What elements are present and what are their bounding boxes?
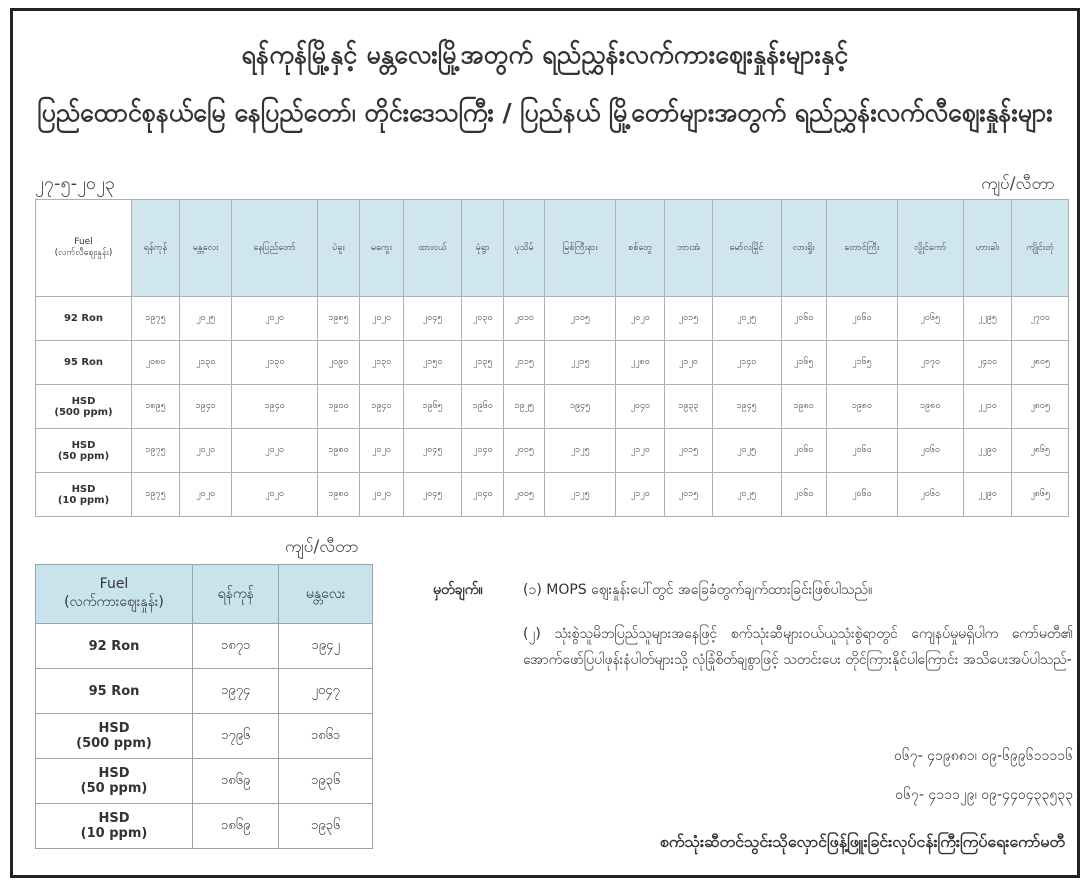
wholesale-header-row bbox=[36, 565, 373, 624]
price-cell: ၁၈၆၁ bbox=[279, 714, 373, 759]
price-cell: ၁၉၄၅ bbox=[545, 385, 616, 429]
wholesale-city-header: မန္တလေး bbox=[279, 565, 373, 624]
announcement-frame bbox=[10, 8, 1080, 878]
price-cell: ၁၉၄၀ bbox=[360, 385, 404, 429]
price-cell: ၂၂၈၀ bbox=[616, 341, 665, 385]
price-cell: ၁၇၉၆ bbox=[193, 714, 279, 759]
retail-city-header: ပဲခူး bbox=[317, 200, 359, 297]
price-cell: ၂၀၆၀ bbox=[781, 473, 826, 517]
price-cell: ၂၈၆၅ bbox=[1012, 429, 1069, 473]
price-cell: ၂၀၄၅ bbox=[403, 429, 461, 473]
price-cell: ၂၀၂၅ bbox=[180, 297, 232, 341]
retail-city-header: မုံရွာ bbox=[462, 200, 504, 297]
retail-city-header: လားရှိုး bbox=[781, 200, 826, 297]
fuel-type-cell: 95 Ron bbox=[36, 669, 193, 714]
retail-city-header: မန္တလေး bbox=[180, 200, 232, 297]
price-cell: ၂၂၉၅ bbox=[963, 297, 1012, 341]
retail-table-row bbox=[36, 297, 1069, 341]
price-cell: ၁၈၆၉ bbox=[193, 804, 279, 849]
price-cell: ၂၀၂၀ bbox=[360, 473, 404, 517]
retail-fuel-header: Fuel (လက်လီဈေးနှုန်း) bbox=[36, 200, 132, 297]
price-cell: ၁၉၄၅ bbox=[712, 385, 781, 429]
price-cell: ၂၀၂၀ bbox=[232, 429, 318, 473]
price-cell: ၂၁၂၀ bbox=[616, 429, 665, 473]
fuel-type-cell: 92 Ron bbox=[36, 297, 132, 341]
price-cell: ၂၀၆၀ bbox=[826, 297, 897, 341]
fuel-type-cell: HSD (50 ppm) bbox=[36, 759, 193, 804]
note-1: (၁) MOPS ဈေးနှုန်းပေါ်တွင် အခြေခံတွက်ချက်ထားခြင်းဖြစ်ပါသည်။ bbox=[523, 582, 873, 598]
notes-heading: မှတ်ချက်။ bbox=[433, 582, 483, 598]
retail-city-header: တောင်ကြီး bbox=[826, 200, 897, 297]
wholesale-table-row bbox=[36, 669, 373, 714]
note-2: (၂) သုံးစွဲသူမိဘပြည်သူများအနေဖြင့် စက်သုံးဆီများဝယ်ယူသုံးစွဲရာတွင် ကျေနပ်မှုမရှိပါက ကော်မတီ၏ အောက်ဖော်ပြပါဖုန်းနံပါတ်များသို့ လုံခြုံစိတ်ချစွာဖြင့် သတင်းပေး တိုင်ကြားနိုင်ပါကြောင်း အသိပေးအပ်ပါသည်- bbox=[523, 626, 1073, 668]
fuel-type-cell: HSD (10 ppm) bbox=[36, 804, 193, 849]
price-cell: ၂၀၂၅ bbox=[712, 429, 781, 473]
price-cell: ၂၀၆၀ bbox=[897, 473, 963, 517]
fuel-type-cell: HSD (50 ppm) bbox=[36, 429, 132, 473]
price-cell: ၁၉၈၀ bbox=[317, 473, 359, 517]
retail-unit-label: ကျပ်/လီတာ bbox=[981, 174, 1055, 194]
price-cell: ၂၀၄၀ bbox=[616, 385, 665, 429]
wholesale-table-body bbox=[36, 624, 373, 849]
price-cell: ၂၀၁၀ bbox=[504, 297, 545, 341]
price-cell: ၁၉၀၀ bbox=[317, 385, 359, 429]
wholesale-fuel-header: Fuel (လက်ကားဈေးနှုန်း) bbox=[36, 565, 193, 624]
retail-city-header: စစ်တွေ bbox=[616, 200, 665, 297]
fuel-type-cell: HSD (500 ppm) bbox=[36, 714, 193, 759]
price-cell: ၂၀၃၀ bbox=[462, 297, 504, 341]
price-cell: ၂၁၃၀ bbox=[180, 341, 232, 385]
price-cell: ၁၉၈၀ bbox=[317, 429, 359, 473]
price-cell: ၁၉၇၅ bbox=[132, 297, 180, 341]
price-cell: ၂၀၄၅ bbox=[403, 297, 461, 341]
phone-numbers-1: ၀၆၇- ၄၁၉၈၈၁၊ ၀၉-၆၉၉၆၁၁၁၁၆ bbox=[894, 748, 1073, 764]
price-cell: ၁၉၈၀ bbox=[897, 385, 963, 429]
wholesale-table-row bbox=[36, 714, 373, 759]
phone-numbers-2: ၀၆၇- ၄၁၁၁၂၉၊ ၀၉-၄၄၀၄၃၃၅၃၃ bbox=[895, 787, 1073, 803]
price-cell: ၂၀၂၀ bbox=[180, 473, 232, 517]
price-cell: ၂၄၀၀ bbox=[963, 341, 1012, 385]
price-cell: ၂၁၄၀ bbox=[712, 341, 781, 385]
retail-city-header: လွိုင်ကော် bbox=[897, 200, 963, 297]
price-cell: ၁၈၉၅ bbox=[132, 385, 180, 429]
retail-city-header: မော်လမြိုင် bbox=[712, 200, 781, 297]
price-cell: ၂၈၆၅ bbox=[1012, 473, 1069, 517]
price-cell: ၂၁၂၅ bbox=[545, 473, 616, 517]
price-cell: ၂၀၉၀ bbox=[317, 341, 359, 385]
price-cell: ၂၀၂၀ bbox=[360, 297, 404, 341]
price-cell: ၂၁၃၀ bbox=[232, 341, 318, 385]
retail-city-header: မြစ်ကြီးနား bbox=[545, 200, 616, 297]
price-cell: ၂၁၂၅ bbox=[545, 429, 616, 473]
price-cell: ၂၂၁၀ bbox=[963, 385, 1012, 429]
retail-table-row bbox=[36, 473, 1069, 517]
retail-city-header: ဟားခါး bbox=[963, 200, 1012, 297]
price-cell: ၂၁၂၀ bbox=[616, 473, 665, 517]
price-cell: ၂၀၆၀ bbox=[781, 429, 826, 473]
price-cell: ၂၀၁၅ bbox=[665, 473, 712, 517]
announcement-date: ၂၇-၅-၂၀၂၃ bbox=[35, 173, 116, 194]
price-cell: ၂၀၈၀ bbox=[132, 341, 180, 385]
issuing-committee: စက်သုံးဆီတင်သွင်းသိုလှောင်ဖြန့်ဖြူးခြင်းလုပ်ငန်းကြီးကြပ်ရေးကော်မတီ bbox=[659, 832, 1065, 851]
retail-table-body bbox=[36, 297, 1069, 517]
price-cell: ၂၁၇၀ bbox=[897, 341, 963, 385]
price-cell: ၁၉၇၅ bbox=[132, 429, 180, 473]
price-cell: ၁၈၆၉ bbox=[193, 759, 279, 804]
price-cell: ၂၁၅၀ bbox=[403, 341, 461, 385]
price-cell: ၁၉၈၀ bbox=[781, 385, 826, 429]
price-cell: ၂၀၂၀ bbox=[616, 297, 665, 341]
price-cell: ၂၀၄၇ bbox=[279, 669, 373, 714]
price-cell: ၂၀၂၀ bbox=[232, 297, 318, 341]
price-cell: ၁၉၃၃ bbox=[665, 385, 712, 429]
wholesale-unit-label: ကျပ်/လီတာ bbox=[285, 537, 359, 557]
wholesale-city-header: ရန်ကုန် bbox=[193, 565, 279, 624]
price-cell: ၂၁၃၅ bbox=[462, 341, 504, 385]
fuel-type-cell: 95 Ron bbox=[36, 341, 132, 385]
title-line-1: ရန်ကုန်မြို့နှင့် မန္တလေးမြို့အတွက် ရည်ညွှန်းလက်ကားဈေးနှုန်းများနှင့် bbox=[241, 40, 849, 69]
fuel-type-cell: HSD (500 ppm) bbox=[36, 385, 132, 429]
price-cell: ၂၁၆၅ bbox=[781, 341, 826, 385]
price-cell: ၂၀၆၀ bbox=[781, 297, 826, 341]
price-cell: ၂၀၆၀ bbox=[826, 473, 897, 517]
price-cell: ၂၁၁၅ bbox=[504, 341, 545, 385]
retail-city-header: ကျိုင်းတုံ bbox=[1012, 200, 1069, 297]
price-cell: ၂၀၆၅ bbox=[897, 297, 963, 341]
price-cell: ၂၂၉၀ bbox=[963, 429, 1012, 473]
wholesale-price-table bbox=[35, 564, 373, 849]
price-cell: ၂၁၆၅ bbox=[826, 341, 897, 385]
price-cell: ၂၀၂၅ bbox=[712, 297, 781, 341]
price-cell: ၂၀၂၀ bbox=[232, 473, 318, 517]
price-cell: ၂၈၀၅ bbox=[1012, 341, 1069, 385]
price-cell: ၂၀၁၅ bbox=[665, 429, 712, 473]
price-cell: ၂၂၁၅ bbox=[545, 341, 616, 385]
price-cell: ၂၀၂၅ bbox=[712, 473, 781, 517]
price-cell: ၁၉၆၅ bbox=[403, 385, 461, 429]
price-cell: ၂၈၀၅ bbox=[1012, 385, 1069, 429]
retail-price-table bbox=[35, 199, 1069, 517]
price-cell: ၂၂၉၀ bbox=[963, 473, 1012, 517]
price-cell: ၂၀၂၀ bbox=[180, 429, 232, 473]
price-cell: ၂၀၆၀ bbox=[826, 429, 897, 473]
price-cell: ၁၉၄၀ bbox=[180, 385, 232, 429]
wholesale-table-row bbox=[36, 804, 373, 849]
price-cell: ၁၉၃၆ bbox=[279, 804, 373, 849]
price-cell: ၁၉၄၀ bbox=[232, 385, 318, 429]
price-cell: ၁၉၆၀ bbox=[462, 385, 504, 429]
price-cell: ၂၁၀၅ bbox=[545, 297, 616, 341]
price-cell: ၂၀၀၅ bbox=[504, 429, 545, 473]
fuel-type-cell: HSD (10 ppm) bbox=[36, 473, 132, 517]
price-cell: ၁၉၇၄ bbox=[193, 669, 279, 714]
retail-table-row bbox=[36, 341, 1069, 385]
price-cell: ၂၀၀၅ bbox=[504, 473, 545, 517]
price-cell: ၁၉၃၆ bbox=[279, 759, 373, 804]
wholesale-table-row bbox=[36, 624, 373, 669]
title-line-2: ပြည်ထောင်စုနယ်မြေ နေပြည်တော်၊ တိုင်းဒေသကြီး / ပြည်နယ် မြို့တော်များအတွက် ရည်ညွှန်းလက်လီဈေးနှုန်းများ bbox=[37, 98, 1053, 127]
price-cell: ၂၁၂၀ bbox=[665, 341, 712, 385]
retail-city-header: ထားဝယ် bbox=[403, 200, 461, 297]
price-cell: ၂၀၄၀ bbox=[462, 429, 504, 473]
retail-city-header: မကွေး bbox=[360, 200, 404, 297]
retail-header-row bbox=[36, 200, 1069, 297]
price-cell: ၂၁၃၀ bbox=[360, 341, 404, 385]
price-cell: ၂၇၀၀ bbox=[1012, 297, 1069, 341]
retail-city-header: နေပြည်တော် bbox=[232, 200, 318, 297]
wholesale-table-row bbox=[36, 759, 373, 804]
retail-table-row bbox=[36, 385, 1069, 429]
retail-city-header: ဘားအံ bbox=[665, 200, 712, 297]
fuel-type-cell: 92 Ron bbox=[36, 624, 193, 669]
retail-city-header: ရန်ကုန် bbox=[132, 200, 180, 297]
price-cell: ၁၉၈၅ bbox=[317, 297, 359, 341]
price-cell: ၁၉၇၅ bbox=[132, 473, 180, 517]
price-cell: ၂၀၁၅ bbox=[665, 297, 712, 341]
price-cell: ၁၉၈၀ bbox=[826, 385, 897, 429]
price-cell: ၁၉၂၅ bbox=[504, 385, 545, 429]
price-cell: ၁၉၄၂ bbox=[279, 624, 373, 669]
price-cell: ၂၀၄၅ bbox=[403, 473, 461, 517]
price-cell: ၂၀၄၀ bbox=[462, 473, 504, 517]
price-cell: ၁၈၇၁ bbox=[193, 624, 279, 669]
retail-table-row bbox=[36, 429, 1069, 473]
retail-city-header: ပုသိမ် bbox=[504, 200, 545, 297]
price-cell: ၂၀၆၀ bbox=[897, 429, 963, 473]
price-cell: ၂၀၂၀ bbox=[360, 429, 404, 473]
